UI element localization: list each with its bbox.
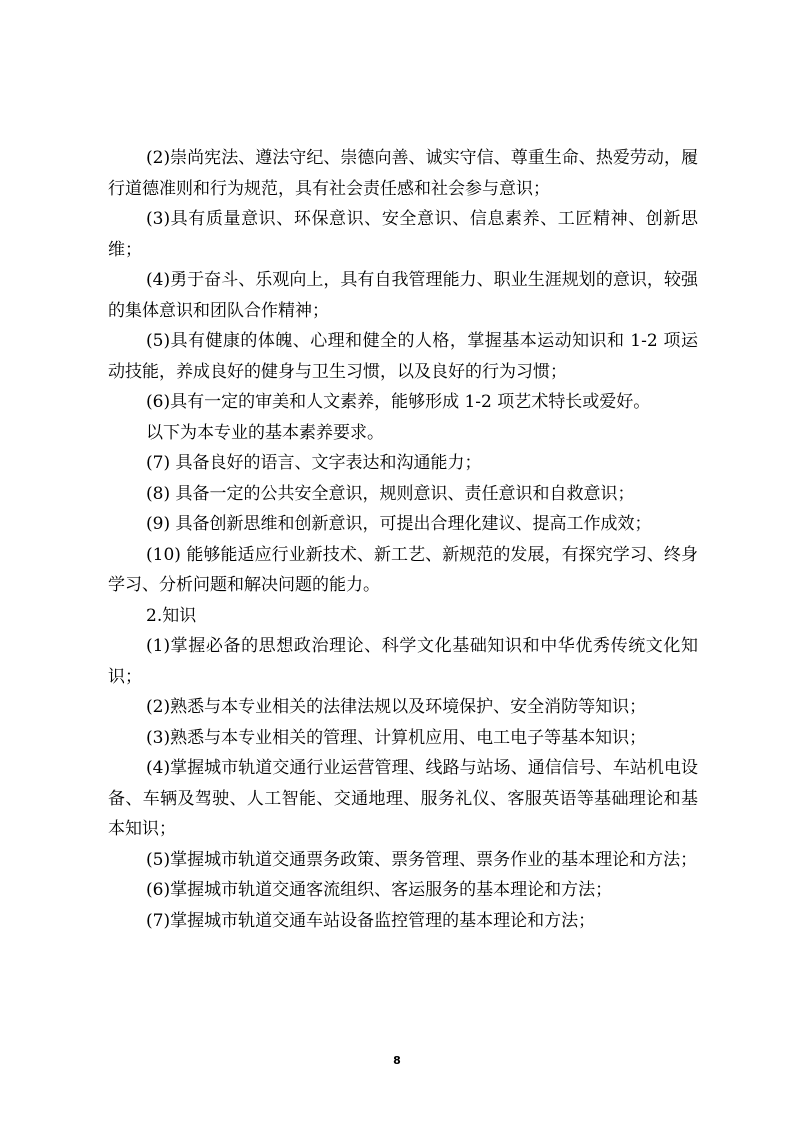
paragraph-quality-6: (6)具有一定的审美和人文素养，能够形成 1-2 项艺术特长或爱好。 bbox=[146, 392, 651, 412]
paragraph-quality-9: (9) 具备创新思维和创新意识，可提出合理化建议、提高工作成效； bbox=[146, 514, 652, 534]
paragraph-knowledge-4: (4)掌握城市轨道交通行业运营管理、线路与站场、通信信号、车站机电设备、车辆及驾驶、人工智能、交通地理、服务礼仪、客服英语等基础理论和基本知识； bbox=[108, 758, 698, 839]
paragraph-intro-basic: 以下为本专业的基本素养要求。 bbox=[146, 422, 384, 443]
paragraph-quality-2: (2)崇尚宪法、遵法守纪、崇德向善、诚实守信、尊重生命、热爱劳动，履行道德准则和行为规范，具有社会责任感和社会参与意识； bbox=[108, 148, 698, 199]
paragraph-knowledge-7: (7)掌握城市轨道交通车站设备监控管理的基本理论和方法； bbox=[146, 910, 596, 931]
paragraph-knowledge-2: (2)熟悉与本专业相关的法律法规以及环境保护、安全消防等知识； bbox=[146, 697, 647, 717]
paragraph-knowledge-5: (5)掌握城市轨道交通票务政策、票务管理、票务作业的基本理论和方法； bbox=[146, 849, 698, 870]
section-heading-knowledge: 2.知识 bbox=[146, 605, 197, 626]
paragraph-quality-5: (5)具有健康的体魄、心理和健全的人格，掌握基本运动知识和 1-2 项运动技能，养成良好的健身与卫生习惯，以及良好的行为习惯； bbox=[108, 331, 698, 382]
paragraph-quality-3: (3)具有质量意识、环保意识、安全意识、信息素养、工匠精神、创新思维； bbox=[108, 209, 698, 260]
paragraph-quality-10: (10) 能够能适应行业新技术、新工艺、新规范的发展，有探究学习、终身学习、分析问题和解决问题的能力。 bbox=[108, 544, 698, 595]
page-number: 8 bbox=[393, 1054, 401, 1067]
paragraph-knowledge-6: (6)掌握城市轨道交通客流组织、客运服务的基本理论和方法； bbox=[146, 880, 613, 900]
document-body bbox=[108, 143, 698, 936]
paragraph-knowledge-3: (3)熟悉与本专业相关的管理、计算机应用、电工电子等基本知识； bbox=[146, 727, 647, 748]
paragraph-quality-4: (4)勇于奋斗、乐观向上，具有自我管理能力、职业生涯规划的意识，较强的集体意识和团队合作精神； bbox=[108, 270, 698, 321]
paragraph-knowledge-1: (1)掌握必备的思想政治理论、科学文化基础知识和中华优秀传统文化知识； bbox=[108, 636, 698, 687]
paragraph-quality-8: (8) 具备一定的公共安全意识，规则意识、责任意识和自救意识； bbox=[146, 483, 635, 504]
paragraph-quality-7: (7) 具备良好的语言、文字表达和沟通能力； bbox=[146, 453, 482, 473]
